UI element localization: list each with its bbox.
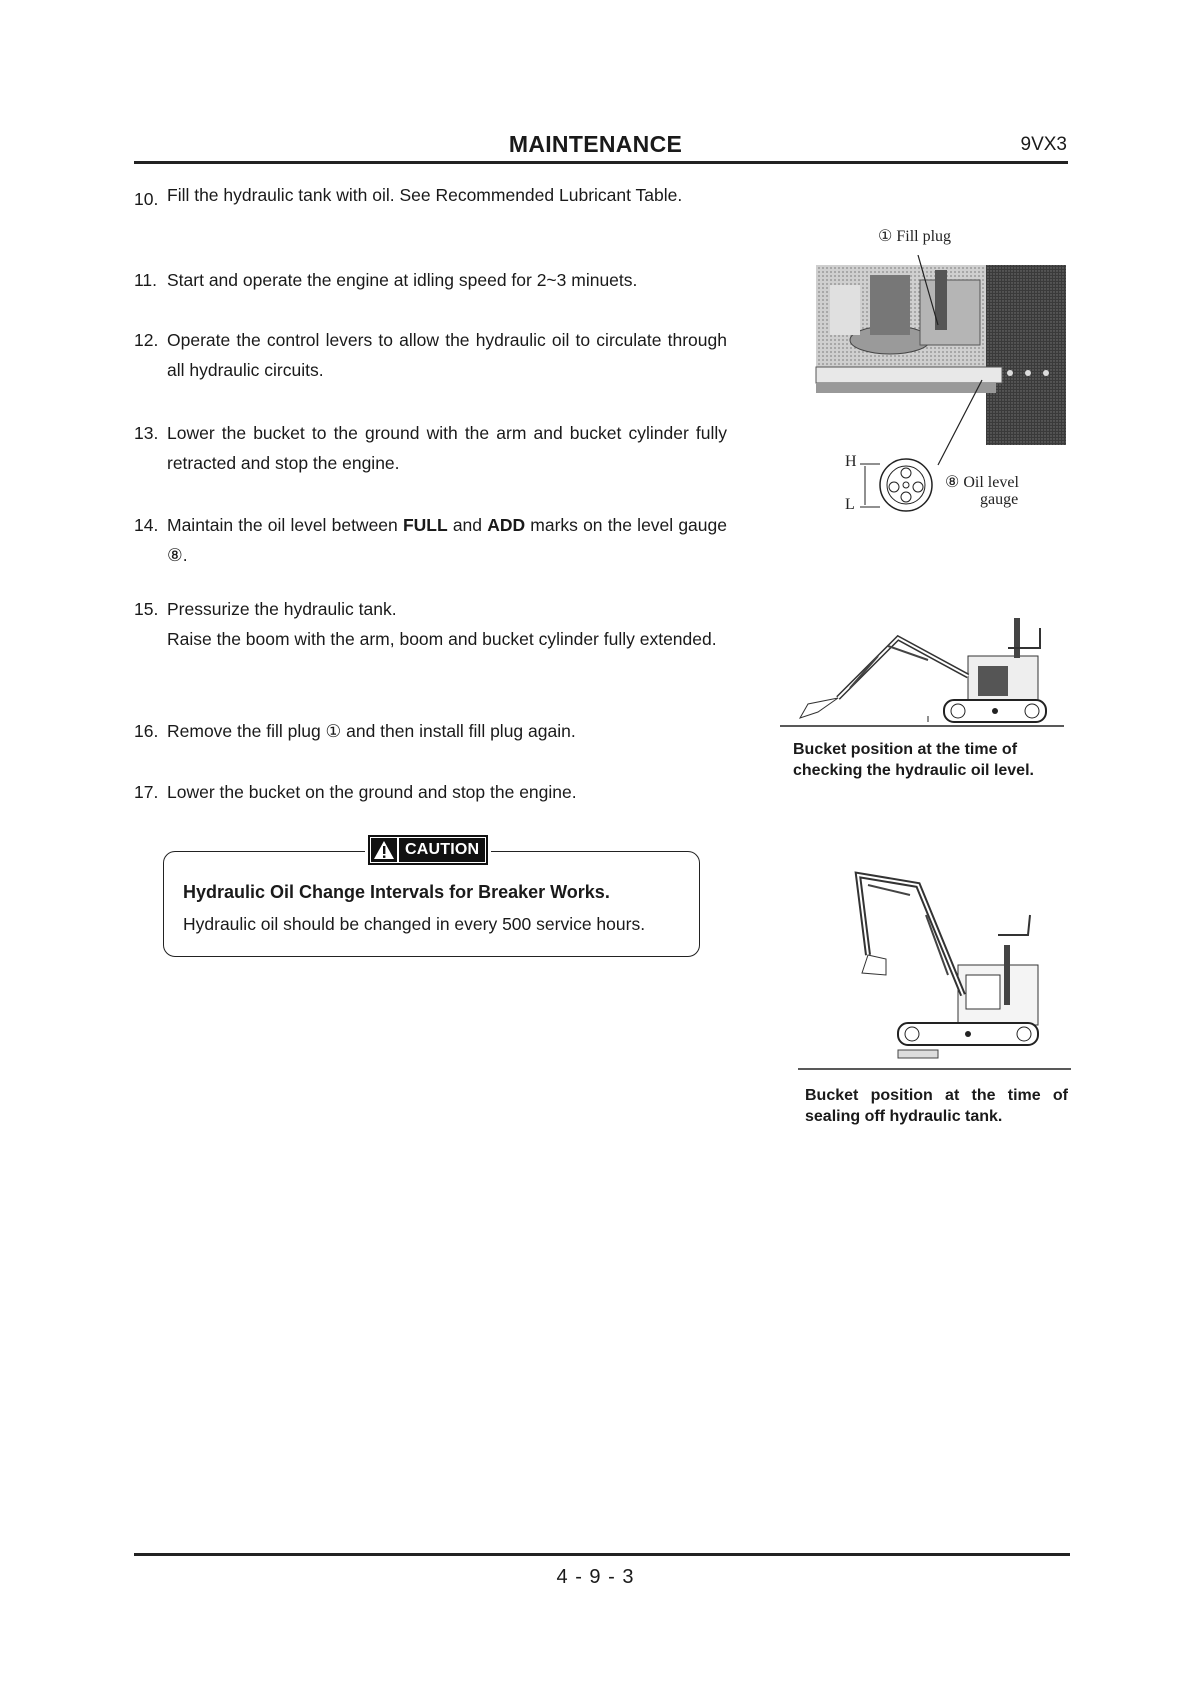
step-text: Start and operate the engine at idling speed for 2~3 minuets.	[167, 270, 638, 290]
oil-level-gauge-label: ⑧ Oil level	[945, 474, 1019, 491]
step-text: Raise the boom with the arm, boom and bucket cylinder fully extended.	[167, 629, 717, 649]
excavator-extended-drawing	[778, 608, 1068, 732]
header-divider	[134, 161, 1068, 164]
caption-line: checking the hydraulic oil level.	[793, 762, 1034, 779]
warning-triangle-icon	[371, 838, 397, 862]
full-mark-label: FULL	[402, 515, 448, 535]
caution-body: Hydraulic oil should be changed in every 500 service hours.	[183, 914, 646, 934]
step-text: Operate the control levers to allow the hydraulic oil to circulate through all hydraulic circuits.	[167, 330, 727, 380]
h-mark: H	[845, 453, 857, 470]
caution-badge	[365, 835, 491, 865]
page-title: MAINTENANCE	[508, 131, 683, 157]
footer-divider	[134, 1553, 1070, 1556]
step-number: 11.	[134, 270, 158, 290]
caption-line: Bucket position at the time of	[793, 741, 1018, 758]
step-text: Pressurize the hydraulic tank.	[167, 599, 397, 619]
step-11	[134, 265, 727, 295]
caution-box	[163, 851, 700, 957]
step-number: 13.	[134, 423, 159, 443]
step-number: 12.	[134, 330, 159, 350]
step-number: 16.	[134, 721, 159, 741]
caution-label: CAUTION	[399, 838, 485, 862]
step-text: Lower the bucket on the ground and stop the engine.	[167, 782, 577, 802]
step-text: Lower the bucket to the ground with the arm and bucket cylinder fully retracted and stop the engine.	[167, 423, 727, 473]
step-13	[134, 418, 727, 478]
step-number: 17.	[134, 782, 159, 802]
caption-line: sealing off hydraulic tank.	[805, 1108, 1003, 1125]
step-number: 15.	[134, 599, 159, 619]
caution-title: Hydraulic Oil Change Intervals for Breaker Works.	[183, 882, 610, 902]
fill-plug-label: ① Fill plug	[878, 228, 952, 245]
step-text	[167, 510, 727, 570]
excavator-raised-drawing	[798, 855, 1073, 1077]
step-number: 10.	[134, 189, 159, 209]
add-mark-label: ADD	[487, 515, 526, 535]
step-15	[134, 594, 727, 654]
oil-level-gauge-label-2: gauge	[980, 491, 1019, 508]
model-code: 9VX3	[1020, 134, 1067, 155]
step-16	[134, 716, 727, 746]
step-17	[134, 777, 727, 807]
text-run: and	[447, 515, 488, 535]
figure-caption	[805, 1085, 1068, 1127]
text-run: Maintain the oil level between	[167, 515, 403, 535]
figure-caption	[793, 739, 1034, 781]
step-number: 14.	[134, 515, 159, 535]
hydraulic-tank-photo	[810, 255, 1070, 515]
page-number: 4 - 9 - 3	[556, 1566, 635, 1588]
l-mark: L	[845, 496, 855, 513]
text-run: marks on the level gauge ⑧.	[167, 515, 727, 565]
step-14	[134, 510, 727, 570]
step-text: Fill the hydraulic tank with oil. See Recommended Lubricant Table.	[167, 185, 683, 205]
step-text: Remove the fill plug ① and then install fill plug again.	[167, 721, 576, 741]
step-10	[134, 184, 727, 207]
step-12	[134, 325, 727, 385]
caption-line: Bucket position at the time of	[805, 1087, 1068, 1104]
